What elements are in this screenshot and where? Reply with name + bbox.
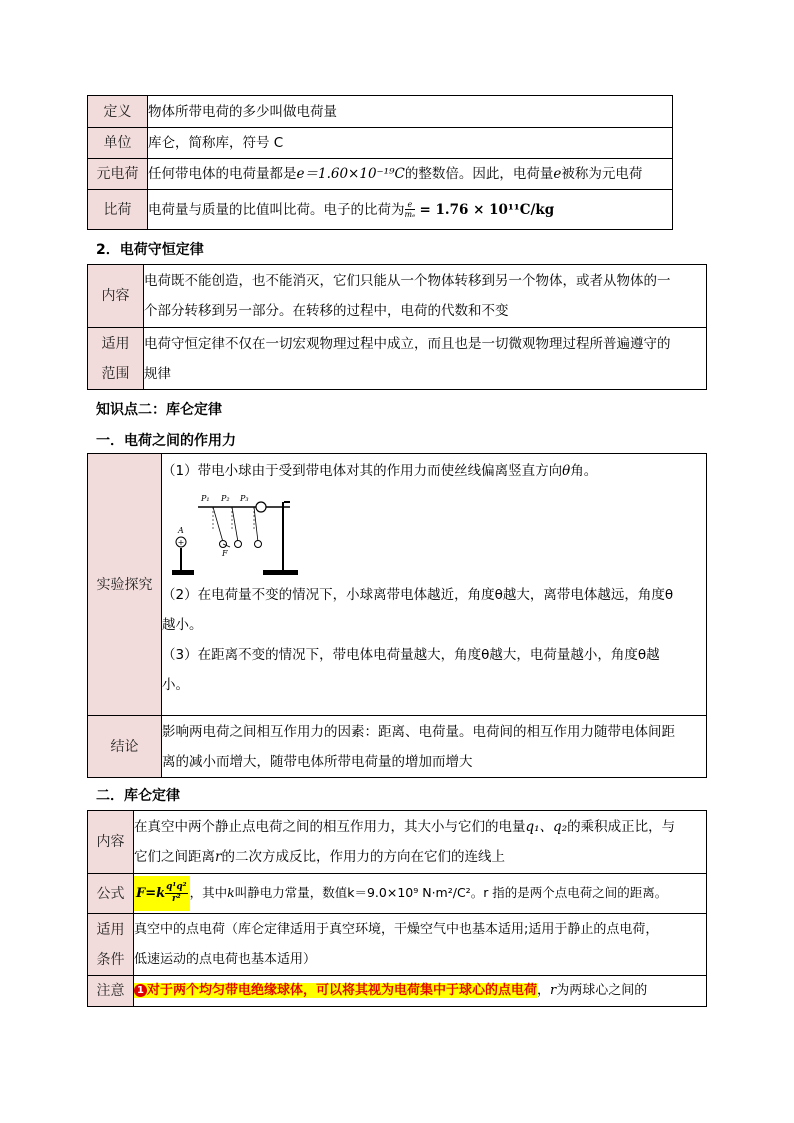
text-segment: 的整数倍。因此，电荷量 <box>404 166 554 182</box>
table-row <box>88 328 707 390</box>
theta-variable: θ <box>562 463 571 479</box>
text-line: 影响两电荷之间相互作用力的因素：距离、电荷量。电荷间的相互作用力随带电体间距 <box>162 723 675 740</box>
text-line: （2）在电荷量不变的情况下，小球离带电体越近，角度θ越大，离带电体越远，角度θ <box>162 587 674 603</box>
row-label: 公式 <box>88 874 134 914</box>
text-line: 电荷既不能创造，也不能消灭，它们只能从一个物体转移到另一个物体，或者从物体的一 <box>144 273 671 289</box>
row-label: 比荷 <box>88 190 148 230</box>
row-label: 元电荷 <box>88 159 148 190</box>
table-row <box>88 454 707 716</box>
constant-value: k＝9.0×10⁹ N·m²/C² <box>347 885 471 900</box>
row-text <box>148 159 673 190</box>
variable-k: k <box>227 885 235 900</box>
row-text <box>134 976 707 1007</box>
thread-p1 <box>213 507 223 542</box>
force-experiment-table <box>87 453 707 778</box>
row-text <box>162 716 707 778</box>
text-line: 个部分转移到另一部分。在转移的过程中，电荷的代数和不变 <box>144 303 509 319</box>
thread-p3 <box>254 507 258 542</box>
row-label: 单位 <box>88 128 148 159</box>
row-label: 结论 <box>88 716 162 778</box>
text-segment: 在真空中两个静止点电荷之间的相互作用力，其大小与它们的电量 <box>134 819 526 835</box>
text-line: 低速运动的点电荷也基本适用） <box>134 951 317 967</box>
pulley <box>256 502 266 512</box>
section-heading: 一．电荷之间的作用力 <box>96 433 236 449</box>
row-text <box>134 914 707 976</box>
text-line <box>134 812 706 842</box>
formula-lhs: F=k <box>136 886 166 901</box>
label-line: 范围 <box>101 365 130 382</box>
text-line: 越小。 <box>162 617 203 633</box>
row-label: 定义 <box>88 96 148 128</box>
text-segment: 角。 <box>570 463 598 479</box>
table-row <box>88 811 707 874</box>
fraction-denominator: mₑ <box>404 210 416 219</box>
formula-fraction <box>165 882 187 905</box>
stand-base <box>263 570 298 575</box>
label-p2: P₂ <box>221 494 230 503</box>
table-row <box>88 128 673 159</box>
label-p3: P₃ <box>240 494 249 503</box>
text-line: 小。 <box>162 677 189 693</box>
row-label: 实验探究 <box>88 454 162 716</box>
row-text <box>144 328 707 390</box>
knowledge-point-heading: 知识点二：库仑定律 <box>96 402 222 418</box>
charge-conservation-table <box>87 264 707 390</box>
row-text <box>148 190 673 230</box>
note-emphasis: 对于两个均匀带电绝缘球体，可以将其视为电荷集中于球心的点电荷 <box>147 983 538 998</box>
ball <box>255 541 262 548</box>
formula-denominator: r² <box>172 894 181 904</box>
label-line: 条件 <box>96 951 125 968</box>
ball <box>235 541 242 548</box>
text-line: （3）在距离不变的情况下，带电体电荷量越大，角度θ越大，电荷量越小，角度θ越 <box>162 647 660 663</box>
text-line: 规律 <box>144 365 171 382</box>
label-f: F <box>222 549 228 558</box>
elementary-charge-formula: e＝1.60×10⁻¹⁹C <box>296 166 405 182</box>
row-text <box>134 811 707 874</box>
plus-sign: + <box>177 538 185 547</box>
section-heading: 2．电荷守恒定律 <box>96 242 204 258</box>
label-line: 适用 <box>96 921 125 938</box>
formula-numerator: q¹q² <box>166 882 187 892</box>
table-row <box>88 976 707 1007</box>
text-segment: 它们之间距离 <box>134 849 215 865</box>
row-label <box>88 328 144 390</box>
table-row <box>88 190 673 230</box>
text-line: 真空中的点电荷（库仑定律适用于真空环境，干燥空气中也基本适用;适用于静止的点电荷， <box>134 921 659 937</box>
variable-r: r <box>550 983 557 998</box>
row-text <box>162 454 707 716</box>
text-line: 离的减小而增大，随带电体所带电荷量的增加而增大 <box>162 753 473 770</box>
row-text <box>144 265 707 328</box>
label-line: 适用 <box>101 335 130 352</box>
highlighted-note <box>134 983 537 998</box>
thread-p2 <box>232 507 238 542</box>
fraction <box>405 200 416 219</box>
table-row <box>88 159 673 190</box>
table-row <box>88 265 707 328</box>
text-segment: ，其中 <box>189 885 228 900</box>
coulomb-law-table <box>87 810 707 1007</box>
fraction-numerator: e <box>405 200 416 210</box>
text-segment: 电荷量与质量的比值叫比荷。电子的比荷为 <box>148 201 405 218</box>
text-line <box>134 842 706 872</box>
insulating-stand-base <box>172 570 194 575</box>
label-a: A <box>178 526 184 535</box>
text-segment: 。r 指的是两个点电荷之间的距离。 <box>470 885 668 900</box>
row-text: 物体所带电荷的多少叫做电荷量 <box>148 96 673 128</box>
text-segment: 为两球心之间的 <box>556 983 648 998</box>
text-segment: 的二次方成反比，作用力的方向在它们的连线上 <box>221 849 505 865</box>
table-row <box>88 914 707 976</box>
text-segment: ， <box>537 983 551 998</box>
text-segment: 的乘积成正比，与 <box>567 819 676 835</box>
row-label: 内容 <box>88 811 134 874</box>
table-row <box>88 96 673 128</box>
text-line: 电荷守恒定律不仅在一切宏观物理过程中成立，而且也是一切微观物理过程所普遍遵守的 <box>144 335 671 352</box>
circled-number: 1 <box>134 984 147 997</box>
label-p1: P₁ <box>201 494 210 503</box>
specific-charge-value: = 1.76 × 10¹¹C/kg <box>419 201 555 218</box>
row-label: 内容 <box>88 265 144 328</box>
text-segment: 叫静电力常量，数值 <box>234 885 348 900</box>
coulomb-formula <box>134 876 190 911</box>
row-text <box>134 874 707 914</box>
text-segment: 被称为元电荷 <box>561 166 643 182</box>
row-text: 库仑，简称库，符号 C <box>148 128 673 159</box>
pendulum-diagram <box>168 490 298 576</box>
table-row <box>88 716 707 778</box>
row-label <box>88 914 134 976</box>
variable-e: e <box>553 166 562 182</box>
variable-r: r <box>215 849 222 865</box>
charges-q1-q2: q₁、q₂ <box>525 819 568 835</box>
row-label: 注意 <box>88 976 134 1007</box>
table-row <box>88 874 707 914</box>
text-line <box>162 456 706 486</box>
section-heading: 二．库仑定律 <box>96 788 180 804</box>
charge-quantity-table <box>87 95 673 230</box>
text-segment: （1）带电小球由于受到带电体对其的作用力而使丝线偏离竖直方向 <box>162 463 563 479</box>
text-segment: 任何带电体的电荷量都是 <box>148 166 297 182</box>
